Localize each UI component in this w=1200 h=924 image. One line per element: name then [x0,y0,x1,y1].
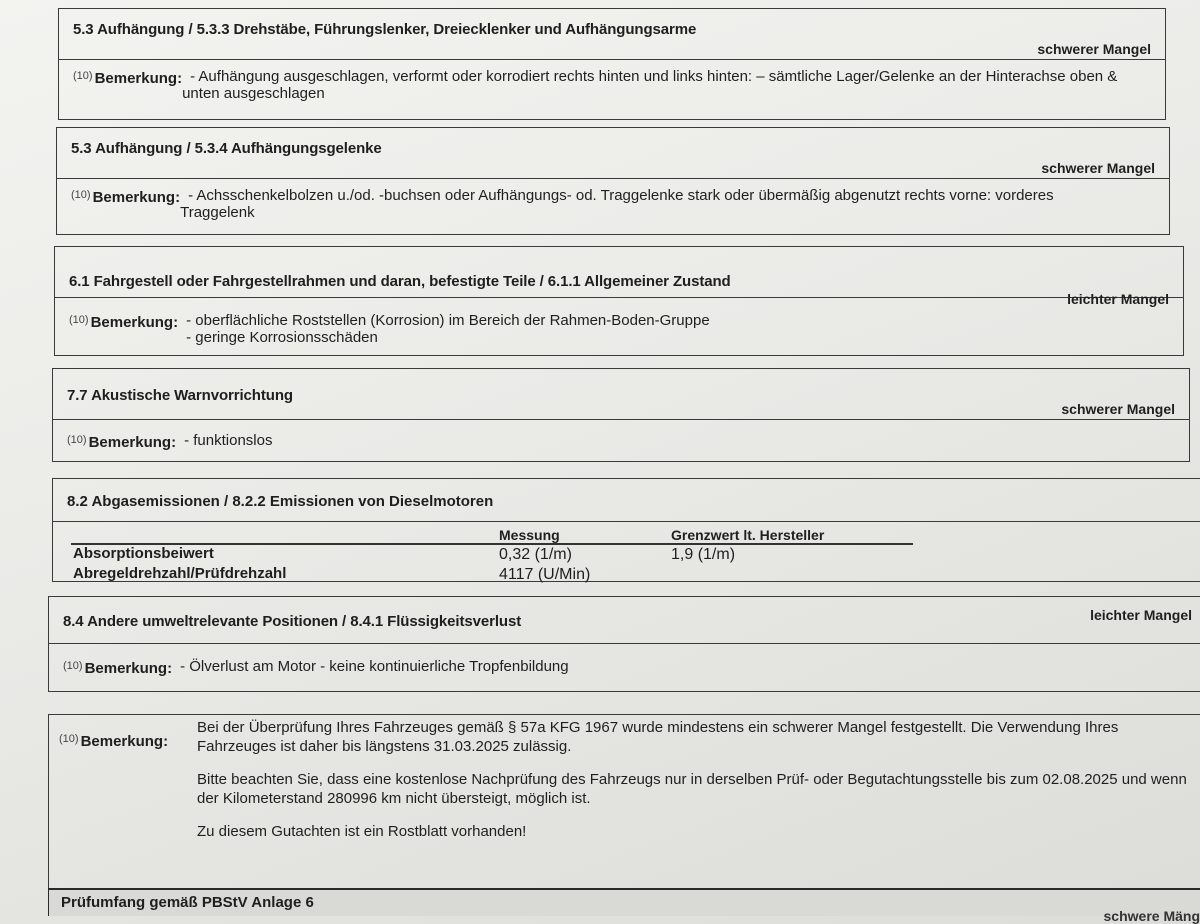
section-header [53,479,1200,522]
severity-label: schwerer Mangel [1037,41,1151,57]
section-title: 5.3 Aufhängung / 5.3.3 Drehstäbe, Führungslenker, Dreiecklenker und Aufhängungsarme [73,21,697,38]
final-remark-paragraph: Bei der Überprüfung Ihres Fahrzeuges gemäß § 57a KFG 1967 wurde mindestens ein schwerer Mangel festgestellt. Die Verwendung Ihres Fahrzeuges ist daher bis längstens 31.03.2025 zulässig. [197,719,1119,755]
remark-line: - funktionslos [184,432,273,449]
remark-line: - oberflächliche Roststellen (Korrosion) im Bereich der Rahmen-Boden-Gruppe [186,312,710,329]
remark-label: Bemerkung: [90,314,179,331]
table-row-label: Abregeldrehzahl/Prüfdrehzahl [73,565,287,582]
remark-block [55,298,1183,354]
cut-off-severity-fragment: schwere Mäng [1103,908,1200,924]
remark-line: unten ausgeschlagen [182,85,325,102]
remark-number: (10) [63,660,83,672]
table-cell-measure: 4117 (U/Min) [499,566,591,583]
remark-label: Bemerkung: [80,733,169,750]
severity-label: leichter Mangel [1090,607,1192,623]
section-header [55,247,1183,307]
defect-section-5-3-3 [58,8,1166,120]
severity-label: leichter Mangel [1067,291,1169,307]
remark-block [53,420,1189,459]
remark-line: - geringe Korrosionsschäden [186,329,378,346]
final-remark-text [197,718,1187,855]
pruefumfang-bar [48,888,1200,916]
final-remark-block [48,714,1200,889]
defect-section-5-3-4 [56,127,1170,235]
column-header-limit: Grenzwert lt. Hersteller [671,527,825,543]
final-remark-paragraph: Zu diesem Gutachten ist ein Rostblatt vorhanden! [197,823,527,840]
remark-line: - Aufhängung ausgeschlagen, verformt oder korrodiert rechts hinten und links hinten: – sämtliche Lager/Gelenke an der Hinterachse oben & [190,68,1118,85]
section-header [59,9,1165,60]
remark-number: (10) [59,733,79,745]
section-header [53,369,1189,420]
section-title: 8.4 Andere umweltrelevante Positionen / 8.4.1 Flüssigkeitsverlust [63,613,522,630]
column-header-measure: Messung [499,527,560,543]
remark-number: (10) [73,70,93,82]
remark-block [59,60,1165,110]
remark-line: - Ölverlust am Motor - keine kontinuierliche Tropfenbildung [180,658,569,675]
remark-label: Bemerkung: [94,70,183,87]
remark-block [49,644,1200,685]
remark-block [57,179,1169,229]
section-title: 5.3 Aufhängung / 5.3.4 Aufhängungsgelenke [71,140,382,157]
section-title: 8.2 Abgasemissionen / 8.2.2 Emissionen von Dieselmotoren [67,493,494,510]
section-header [49,597,1200,644]
remark-label: Bemerkung: [84,660,173,677]
remark-label: Bemerkung: [92,189,181,206]
section-title: 7.7 Akustische Warnvorrichtung [67,387,293,404]
remark-label: Bemerkung: [88,434,177,451]
remark-number: (10) [67,434,87,446]
remark-line: - Achsschenkelbolzen u./od. -buchsen oder Aufhängungs- od. Traggelenke stark oder übermäßig abgenutzt rechts vorne: vorderes [188,187,1054,204]
remark-number: (10) [69,314,89,326]
emissions-section-8-2-2 [52,478,1200,582]
section-header [57,128,1169,179]
table-cell-measure: 0,32 (1/m) [499,546,572,563]
severity-label: schwerer Mangel [1041,160,1155,176]
table-cell-limit: 1,9 (1/m) [671,546,736,563]
defect-section-6-1-1 [54,246,1184,356]
remark-line: Traggelenk [180,204,255,221]
severity-label: schwerer Mangel [1061,401,1175,417]
defect-section-8-4-1 [48,596,1200,692]
table-row-label: Absorptionsbeiwert [73,545,214,562]
pruefumfang-label: Prüfumfang gemäß PBStV Anlage 6 [61,894,314,911]
remark-number: (10) [71,189,91,201]
section-title: 6.1 Fahrgestell oder Fahrgestellrahmen und daran, befestigte Teile / 6.1.1 Allgemeiner Zustand [69,273,731,290]
final-remark-paragraph: Bitte beachten Sie, dass eine kostenlose Nachprüfung des Fahrzeugs nur in derselben Prüf- oder Begutachtungsstelle bis zum 02.08.2025 und wenn der Kilometerstand 280996 km nicht übersteigt, möglich ist. [197,771,1187,807]
defect-section-7-7 [52,368,1190,462]
